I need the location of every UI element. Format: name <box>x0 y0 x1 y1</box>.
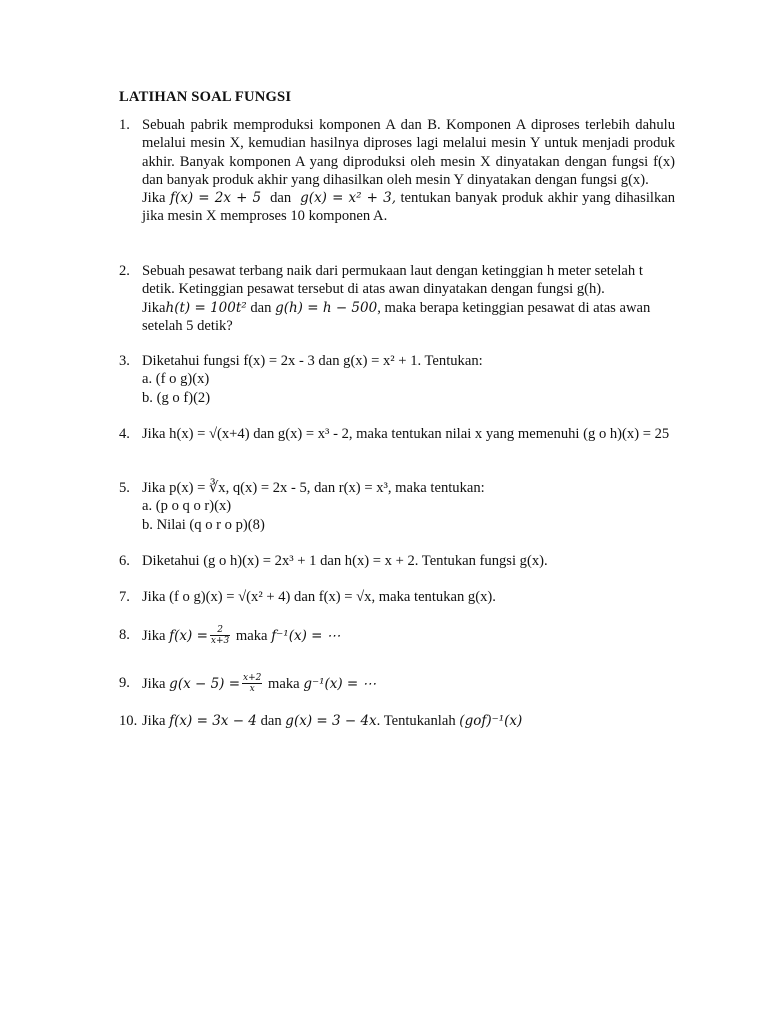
question-number: 5. <box>119 480 130 496</box>
lhs-expression: f(x) = <box>169 627 208 644</box>
question-text: Sebuah pesawat terbang naik dari permukaan laut dengan ketinggian h meter setelah t detik. Ketinggian pesawat tersebut di atas awan dinyatakan dengan fungsi g(h). <box>142 263 643 298</box>
question-4 <box>119 425 675 443</box>
fraction-denominator: x+3 <box>210 636 230 646</box>
question-10 <box>119 712 675 730</box>
fraction <box>210 625 230 646</box>
question-formula-line <box>142 189 675 226</box>
maka-word: maka <box>268 675 300 692</box>
question-rest: . Tentukanlah <box>376 713 456 729</box>
sub-question-a: a. (p o q o r)(x) <box>142 498 232 515</box>
question-3 <box>119 352 675 407</box>
fraction-numerator: x+2 <box>243 673 262 683</box>
dan-word: dan <box>270 190 292 207</box>
h-expression: h(t) = 100t² <box>165 299 247 316</box>
question-formula-line <box>142 626 675 647</box>
question-number: 2. <box>119 263 130 279</box>
fraction-numerator: 2 <box>210 625 230 636</box>
question-number: 3. <box>119 353 130 369</box>
rhs-expression: g⁻¹(x) = ⋯ <box>303 675 377 692</box>
f-expression: f(x) = 3x − 4 <box>169 713 257 729</box>
question-rest: , maka berapa ketinggian pesawat di atas awan setelah 5 detik? <box>142 299 651 334</box>
sub-question-b: b. (g o f)(2) <box>142 389 211 406</box>
question-text: Jika h(x) = √(x+4) dan g(x) = x³ - 2, maka tentukan nilai x yang memenuhi (g o h)(x) = 25 <box>142 426 670 442</box>
sub-question-b: b. Nilai (q o r o p)(8) <box>142 516 265 533</box>
jika-word: Jika <box>142 675 166 692</box>
dan-word: dan <box>250 299 272 316</box>
rhs-expression: f⁻¹(x) = ⋯ <box>271 627 341 644</box>
target-expression: (gof)⁻¹(x) <box>459 713 523 729</box>
question-6 <box>119 552 675 570</box>
question-8 <box>119 626 675 647</box>
f-expression: f(x) = 2x + 5 <box>170 190 262 207</box>
jika-word: Jika <box>142 299 166 316</box>
sub-question-a: a. (f o g)(x) <box>142 371 210 388</box>
question-2 <box>119 262 675 335</box>
g-expression: g(x) = 3 − 4x <box>285 713 377 729</box>
question-7 <box>119 588 675 606</box>
question-number: 4. <box>119 426 130 442</box>
question-number: 10. <box>119 713 138 729</box>
question-formula-line <box>142 674 675 695</box>
fraction-denominator: x <box>249 684 255 694</box>
question-text: Diketahui fungsi f(x) = 2x - 3 dan g(x) = x² + 1. Tentukan: <box>142 353 483 369</box>
question-number: 9. <box>119 675 130 691</box>
question-text: Jika p(x) = ∛x, q(x) = 2x - 5, dan r(x) = x³, maka tentukan: <box>142 480 485 496</box>
question-number: 6. <box>119 553 130 569</box>
question-5 <box>119 479 675 534</box>
maka-word: maka <box>235 627 268 644</box>
g-expression: g(h) = h − 500 <box>275 299 378 316</box>
question-formula-line <box>142 299 675 336</box>
question-text: Jika (f o g)(x) = √(x² + 4) dan f(x) = √x, maka tentukan g(x). <box>142 589 496 605</box>
dan-word: dan <box>260 713 282 729</box>
question-1 <box>119 116 675 226</box>
jika-word: Jika <box>142 190 166 207</box>
question-number: 1. <box>119 117 130 133</box>
g-expression: g(x) = x² + 3, <box>300 190 396 207</box>
question-rest: tentukan banyak produk akhir yang dihasilkan jika mesin X memproses 10 komponen A. <box>142 190 676 225</box>
question-formula-line <box>142 712 675 730</box>
question-text: Sebuah pabrik memproduksi komponen A dan B. Komponen A diproses terlebih dahulu melalui mesin X, kemudian hasilnya diproses lagi melalui mesin Y untuk menjadi produk akhir. Banyak komponen A yang diproduksi oleh mesin X dinyatakan dengan fungsi f(x) dan banyak produk akhir yang dihasilkan oleh mesin Y dinyatakan dengan fungsi g(x). <box>142 117 675 188</box>
lhs-expression: g(x − 5) = <box>169 675 241 692</box>
question-text: Diketahui (g o h)(x) = 2x³ + 1 dan h(x) = x + 2. Tentukan fungsi g(x). <box>142 553 548 569</box>
question-number: 7. <box>119 589 130 605</box>
question-number: 8. <box>119 627 130 643</box>
jika-word: Jika <box>142 713 166 729</box>
document-title: LATIHAN SOAL FUNGSI <box>119 89 292 105</box>
fraction <box>242 673 262 694</box>
question-9 <box>119 674 675 695</box>
jika-word: Jika <box>142 627 166 644</box>
